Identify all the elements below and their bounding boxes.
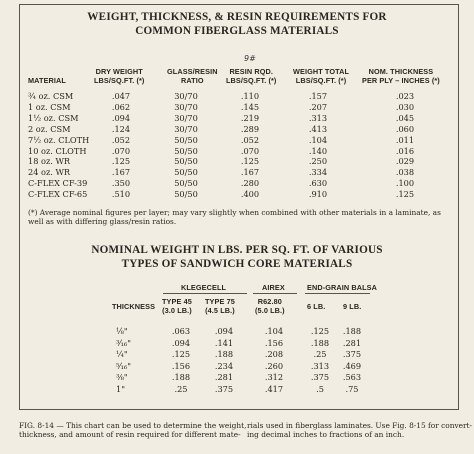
cell-resin-required: .219 (240, 112, 260, 123)
cell-resin-required: .280 (240, 178, 260, 189)
group-end-grain-balsa: END-GRAIN BALSA (307, 283, 378, 292)
cell-type45: .063 (171, 326, 191, 336)
cell-type45: .125 (171, 349, 191, 359)
cell-weight-total: .157 (308, 91, 328, 101)
cell-glass-resin-ratio: 50/50 (174, 156, 198, 167)
cell-resin-required: .052 (240, 134, 260, 145)
caption-right-line2: ing decimal inches to fractions of an inch. (247, 430, 405, 439)
cell-nominal-thickness: .045 (395, 112, 415, 123)
cell-type45: .188 (171, 372, 191, 382)
caption-right-line1: rials used in fiberglass laminates. Use Fig. 8-15 for convert- (247, 421, 473, 430)
cell-thickness: ⁵⁄₁₆" (116, 360, 131, 371)
cell-r6280: .260 (264, 360, 284, 371)
cell-weight-total: .334 (308, 167, 328, 178)
cell-thickness: ³⁄₁₆" (116, 337, 131, 348)
cell-weight-total: .140 (308, 145, 328, 156)
cell-material: C-FLEX CF-39 (28, 178, 88, 189)
cell-dry-weight: .167 (111, 167, 131, 178)
cell-resin-required: .125 (240, 156, 260, 167)
cell-nominal-thickness: .029 (395, 156, 415, 167)
cell-r6280: .417 (264, 383, 284, 394)
cell-resin-required: .070 (240, 145, 260, 156)
cell-6lb: .313 (310, 360, 330, 371)
header-6lb: 6 LB. (307, 302, 326, 311)
cell-material: 2 oz. CSM (28, 123, 71, 134)
cell-type45: .25 (174, 383, 188, 394)
header-type45: TYPE 45 (3.0 LB.) (162, 297, 192, 315)
cell-weight-total: .413 (308, 123, 328, 134)
header-r6280: R62.80 (5.0 LB.) (255, 297, 285, 315)
cell-thickness: 1" (116, 383, 125, 394)
cell-r6280: .104 (264, 326, 284, 336)
cell-type45: .156 (171, 360, 191, 371)
cell-dry-weight: .094 (111, 112, 131, 123)
cell-9lb: .563 (342, 372, 362, 382)
cell-r6280: .312 (264, 372, 284, 382)
cell-dry-weight: .510 (111, 189, 131, 200)
cell-glass-resin-ratio: 30/70 (174, 91, 198, 101)
cell-material: C-FLEX CF-65 (28, 189, 88, 200)
cell-type75: .188 (214, 349, 234, 359)
cell-thickness: ⅛" (116, 326, 128, 336)
cell-thickness: ¼" (116, 349, 128, 359)
cell-material: 18 oz. WR (28, 156, 71, 167)
cell-glass-resin-ratio: 30/70 (174, 123, 198, 134)
cell-dry-weight: .052 (111, 134, 131, 145)
header-glass-resin-ratio: GLASS/RESIN RATIO (167, 67, 218, 85)
table1-title-line2: COMMON FIBERGLASS MATERIALS (135, 25, 339, 37)
cell-9lb: .469 (342, 360, 362, 371)
group-klegecell: KLEGECELL (181, 283, 227, 292)
cell-type75: .375 (214, 383, 234, 394)
cell-r6280: .208 (264, 349, 284, 359)
table1-footnote: (*) Average nominal figures per layer; may vary slightly when combined with other materials in a laminate, as well as with differing glass/resin ratios. (28, 208, 441, 226)
cell-material: 24 oz. WR (28, 167, 71, 178)
cell-resin-required: .289 (240, 123, 260, 134)
cell-resin-required: .145 (240, 101, 260, 112)
caption-left-line2: thickness, and amount of resin required for different mate- (19, 430, 241, 439)
cell-weight-total: .250 (308, 156, 328, 167)
handwritten-note: 9# (244, 54, 256, 63)
cell-dry-weight: .125 (111, 156, 131, 167)
cell-nominal-thickness: .030 (395, 101, 415, 112)
table2-title-line1: NOMINAL WEIGHT IN LBS. PER SQ. FT. OF VARIOUS (91, 244, 383, 256)
header-thickness: THICKNESS (112, 302, 156, 311)
cell-9lb: .188 (342, 326, 362, 336)
cell-nominal-thickness: .125 (395, 189, 415, 200)
cell-type75: .141 (214, 337, 234, 348)
cell-glass-resin-ratio: 30/70 (174, 101, 198, 112)
caption-left-line1: FIG. 8-14 — This chart can be used to determine the weight, (19, 421, 247, 430)
cell-6lb: .25 (313, 349, 327, 359)
cell-dry-weight: .062 (111, 101, 131, 112)
cell-resin-required: .400 (240, 189, 260, 200)
cell-weight-total: .207 (308, 101, 328, 112)
cell-type45: .094 (171, 337, 191, 348)
cell-resin-required: .110 (240, 91, 260, 101)
cell-material: 1½ oz. CSM (28, 112, 79, 123)
balsa-rule (305, 293, 370, 294)
cell-6lb: .188 (310, 337, 330, 348)
cell-glass-resin-ratio: 50/50 (174, 134, 198, 145)
cell-nominal-thickness: .038 (395, 167, 415, 178)
cell-material: 1 oz. CSM (28, 101, 71, 112)
cell-thickness: ⅜" (116, 372, 128, 382)
cell-weight-total: .313 (308, 112, 328, 123)
chart-border (19, 4, 459, 410)
cell-glass-resin-ratio: 50/50 (174, 189, 198, 200)
header-9lb: 9 LB. (343, 302, 362, 311)
cell-nominal-thickness: .011 (395, 134, 415, 145)
header-material: MATERIAL (28, 76, 66, 85)
cell-9lb: .375 (342, 349, 362, 359)
airex-rule (253, 293, 297, 294)
cell-weight-total: .104 (308, 134, 328, 145)
header-weight-total: WEIGHT TOTAL LBS/SQ.FT. (*) (293, 67, 350, 85)
cell-dry-weight: .350 (111, 178, 131, 189)
cell-glass-resin-ratio: 50/50 (174, 145, 198, 156)
header-dry-weight: DRY WEIGHT LBS/SQ.FT. (*) (94, 67, 145, 85)
cell-r6280: .156 (264, 337, 284, 348)
cell-weight-total: .630 (308, 178, 328, 189)
cell-glass-resin-ratio: 50/50 (174, 167, 198, 178)
cell-glass-resin-ratio: 30/70 (174, 112, 198, 123)
header-type75: TYPE 75 (4.5 LB.) (205, 297, 235, 315)
cell-weight-total: .910 (308, 189, 328, 200)
cell-type75: .234 (214, 360, 234, 371)
table2-title-line2: TYPES OF SANDWICH CORE MATERIALS (121, 258, 353, 270)
cell-glass-resin-ratio: 50/50 (174, 178, 198, 189)
cell-nominal-thickness: .023 (395, 91, 415, 101)
cell-resin-required: .167 (240, 167, 260, 178)
cell-material: ¾ oz. CSM (28, 91, 74, 101)
cell-type75: .094 (214, 326, 234, 336)
cell-dry-weight: .124 (111, 123, 131, 134)
cell-dry-weight: .047 (111, 91, 131, 101)
cell-6lb: .375 (310, 372, 330, 382)
group-airex: AIREX (262, 283, 285, 292)
cell-material: 7½ oz. CLOTH (28, 134, 90, 145)
cell-material: 10 oz. CLOTH (28, 145, 87, 156)
cell-nominal-thickness: .100 (395, 178, 415, 189)
header-nominal-thickness: NOM. THICKNESS PER PLY – INCHES (*) (362, 67, 440, 85)
cell-9lb: .75 (345, 383, 359, 394)
cell-9lb: .281 (342, 337, 362, 348)
cell-nominal-thickness: .016 (395, 145, 415, 156)
cell-dry-weight: .070 (111, 145, 131, 156)
cell-type75: .281 (214, 372, 234, 382)
cell-6lb: .5 (316, 383, 324, 394)
header-resin-required: RESIN RQD. LBS/SQ.FT. (*) (226, 67, 277, 85)
klegecell-rule (163, 293, 247, 294)
cell-6lb: .125 (310, 326, 330, 336)
cell-nominal-thickness: .060 (395, 123, 415, 134)
table1-title-line1: WEIGHT, THICKNESS, & RESIN REQUIREMENTS FOR (87, 11, 387, 23)
